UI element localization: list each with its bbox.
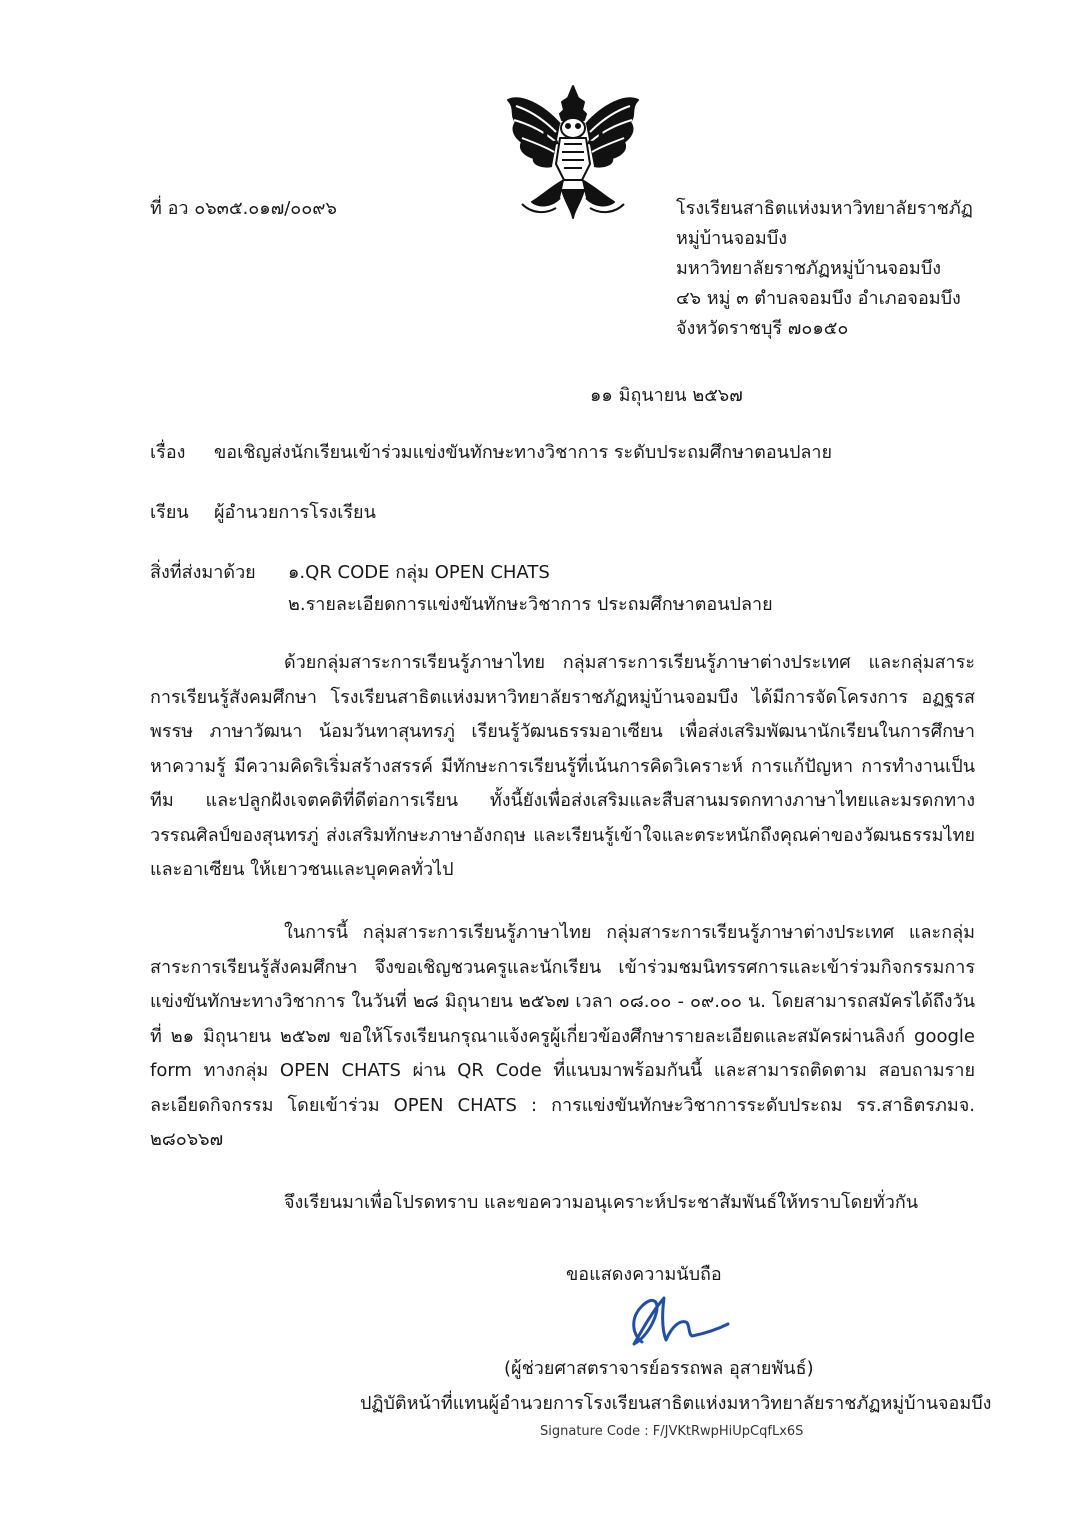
body-paragraph-1: ด้วยกลุ่มสาระการเรียนรู้ภาษาไทย กลุ่มสาระการเรียนรู้ภาษาต่างประเทศ และกลุ่มสาระการเรียนรู้สังคมศึกษา โรงเรียนสาธิตแห่งมหาวิทยาลัยราชภัฏหมู่บ้านจอมบึง ได้มีการจัดโครงการ อฏฐรสพรรษ ภาษาวัฒนา น้อมวันทาสุนทรภู่ เรียนรู้วัฒนธรรมอาเซียน เพื่อส่งเสริมพัฒนานักเรียนในการศึกษาหาความรู้ มีความคิดริเริ่มสร้างสรรค์ มีทักษะการเรียนรู้ที่เน้นการคิดวิเคราะห์ การแก้ปัญหา การทำงานเป็นทีม และปลูกฝังเจตคติที่ดีต่อการเรียน ทั้งนี้ยังเพื่อส่งเสริมและสืบสานมรดกทางภาษาไทยและมรดกทางวรรณศิลป์ของสุนทรภู่ ส่งเสริมทักษะภาษาอังกฤษ และเรียนรู้เข้าใจและตระหนักถึงคุณค่าของวัฒนธรรมไทยและอาเซียน ให้เยาวชนและบุคคลทั่วไป (150, 652, 975, 880)
handwritten-signature-icon (612, 1290, 732, 1350)
reference-number: ที่ อว ๐๖๓๕.๐๑๗/๐๐๙๖ (150, 198, 337, 219)
body-paragraph-2: ในการนี้ กลุ่มสาระการเรียนรู้ภาษาไทย กลุ่มสาระการเรียนรู้ภาษาต่างประเทศ และกลุ่มสาระการเรียนรู้สังคมศึกษา จึงขอเชิญชวนครูและนักเรียน เข้าร่วมชมนิทรรศการและเข้าร่วมกิจกรรมการแข่งขันทักษะทางวิชาการ ในวันที่ ๒๘ มิถุนายน ๒๕๖๗ เวลา ๐๘.๐๐ - ๐๙.๐๐ น. โดยสามารถสมัครได้ถึงวันที่ ๒๑ มิถุนายน ๒๕๖๗ ขอให้โรงเรียนกรุณาแจ้งครูผู้เกี่ยวข้องศึกษารายละเอียดและสมัครผ่านลิงก์ google form ทางกลุ่ม OPEN CHATS ผ่าน QR Code ที่แนบมาพร้อมกันนี้ และสามารถติดตาม สอบถามรายละเอียดกิจกรรม โดยเข้าร่วม OPEN CHATS : การแข่งขันทักษะวิชาการระดับประถม รร.สาธิตรภมจ. ๒๘๐๖๖๗ (150, 922, 975, 1150)
signature-code: Signature Code : F/JVKtRwpHiUpCqfLx6S (540, 1424, 804, 1439)
enclosure-item: ๑.QR CODE กลุ่ม OPEN CHATS (288, 562, 550, 583)
address-line: ๔๖ หมู่ ๓ ตำบลจอมบึง อำเภอจอมบึง (676, 288, 961, 309)
signatory-position: ปฏิบัติหน้าที่แทนผู้อำนวยการโรงเรียนสาธิตแห่งมหาวิทยาลัยราชภัฏหมู่บ้านจอมบึง (360, 1393, 992, 1414)
address-line: จังหวัดราชบุรี ๗๐๑๕๐ (676, 318, 849, 339)
letter-date: ๑๑ มิถุนายน ๒๕๖๗ (590, 385, 743, 406)
closing-sentence: จึงเรียนมาเพื่อโปรดทราบ และขอความอนุเคราะห์ประชาสัมพันธ์ให้ทราบโดยทั่วกัน (284, 1192, 919, 1213)
recipient-text: ผู้อำนวยการโรงเรียน (214, 502, 376, 523)
address-line: โรงเรียนสาธิตแห่งมหาวิทยาลัยราชภัฏ (676, 198, 973, 219)
recipient-label: เรียน (150, 502, 189, 523)
address-line: หมู่บ้านจอมบึง (676, 228, 788, 249)
enclosure-item: ๒.รายละเอียดการแข่งขันทักษะวิชาการ ประถมศึกษาตอนปลาย (288, 594, 773, 615)
complimentary-close: ขอแสดงความนับถือ (566, 1264, 722, 1285)
address-line: มหาวิทยาลัยราชภัฏหมู่บ้านจอมบึง (676, 258, 941, 279)
signatory-name: (ผู้ช่วยศาสตราจารย์อรรถพล อุสายพันธ์) (504, 1358, 814, 1379)
subject-label: เรื่อง (150, 442, 186, 463)
enclosures-label: สิ่งที่ส่งมาด้วย (150, 562, 256, 583)
subject-text: ขอเชิญส่งนักเรียนเข้าร่วมแข่งขันทักษะทางวิชาการ ระดับประถมศึกษาตอนปลาย (214, 442, 833, 463)
garuda-emblem-icon (502, 84, 644, 220)
